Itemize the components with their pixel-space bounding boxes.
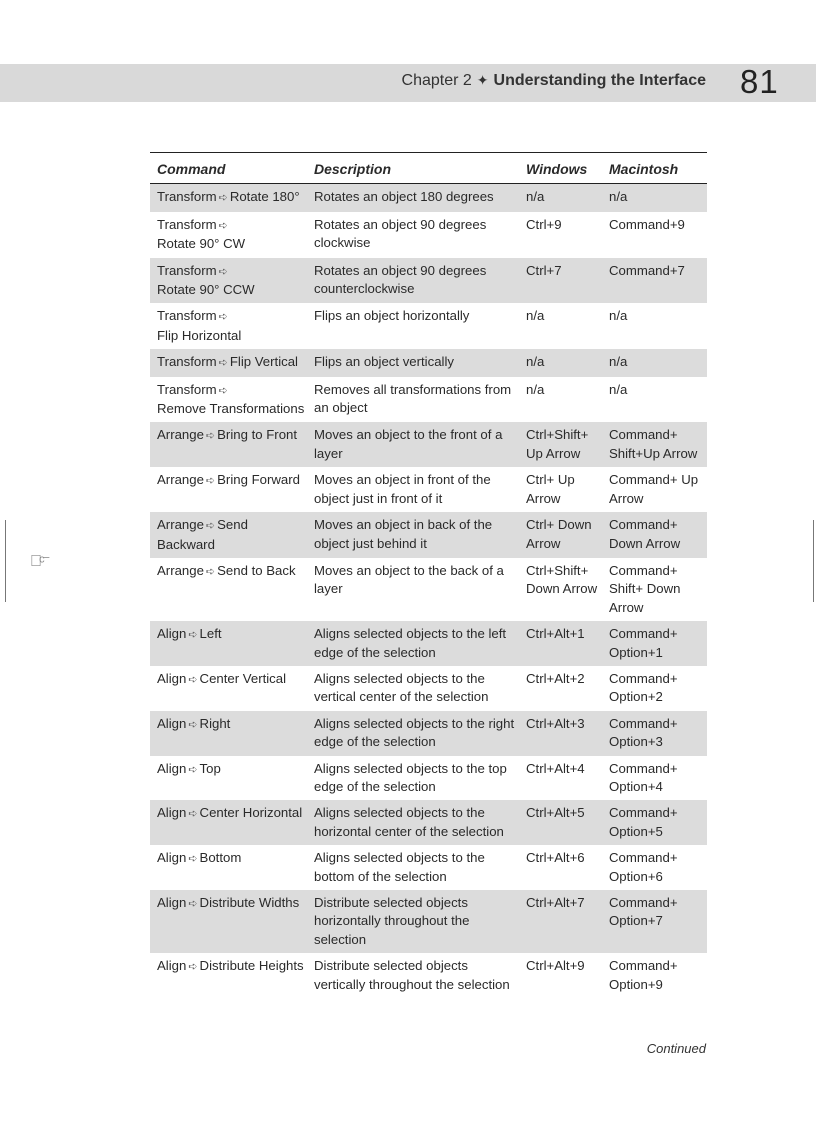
mac-shortcut-cell: Command+ Down Arrow	[602, 512, 707, 558]
menu-arrow-icon: ➪	[218, 357, 228, 370]
menu-item-name: Bring to Front	[217, 427, 298, 443]
crop-mark-icon: ⁻ͨ⁻	[30, 553, 51, 570]
menu-item-name: Right	[199, 715, 231, 731]
description-cell: Flips an object vertically	[307, 349, 519, 376]
windows-shortcut-cell: n/a	[519, 184, 602, 212]
table-row	[150, 258, 707, 304]
description-cell: Aligns selected objects to the vertical center of the selection	[314, 670, 489, 705]
menu-arrow-icon: ➪	[218, 384, 228, 397]
continued-label: Continued	[646, 1041, 706, 1056]
menu-name: Transform	[157, 262, 217, 278]
windows-shortcut-cell: n/a	[519, 349, 602, 376]
menu-arrow-icon: ➪	[188, 629, 198, 642]
description-cell: Rotates an object 90 degrees counterclockwise	[307, 258, 519, 304]
mac-shortcut-cell: Command+ Option+5	[602, 800, 707, 845]
menu-item-name: Bring Forward	[217, 472, 300, 488]
mac-shortcut-cell: Command+ Option+6	[609, 850, 678, 884]
command-cell	[150, 422, 307, 467]
menu-name: Align	[157, 805, 187, 821]
menu-arrow-icon: ➪	[205, 565, 216, 578]
chapter-title: Understanding the Interface	[493, 72, 706, 89]
command-cell	[150, 558, 307, 621]
menu-arrow-icon: ➪	[218, 265, 228, 278]
menu-arrow-icon: ➪	[188, 853, 198, 866]
description-cell: Moves an object in front of the object just in front of it	[314, 472, 491, 506]
windows-shortcut-cell: Ctrl+Alt+2	[526, 670, 585, 686]
menu-arrow-icon: ➪	[188, 808, 198, 821]
windows-shortcut-cell: Ctrl+ Up Arrow	[526, 472, 575, 506]
windows-shortcut-cell: Ctrl+Alt+7	[519, 890, 602, 953]
windows-shortcut-cell: Ctrl+Alt+5	[519, 800, 602, 845]
col-header-command: Command	[150, 153, 307, 184]
menu-name: Arrange	[157, 472, 204, 488]
table-row	[150, 349, 707, 376]
command-cell	[150, 377, 307, 423]
description-cell: Moves an object in back of the object just behind it	[307, 512, 519, 558]
menu-name: Arrange	[157, 427, 204, 443]
menu-name: Transform	[157, 216, 217, 232]
description-cell: Aligns selected objects to the horizontal center of the selection	[307, 800, 519, 845]
menu-item-name: Flip Horizontal	[157, 327, 242, 343]
mac-shortcut-cell: Command+ Shift+Up Arrow	[602, 422, 707, 467]
page-number: 81	[740, 63, 779, 100]
table-row	[150, 953, 707, 998]
description-cell: Flips an object horizontally	[314, 308, 470, 324]
shortcut-table	[150, 152, 707, 998]
menu-arrow-icon: ➪	[218, 192, 228, 205]
windows-shortcut-cell: Ctrl+Alt+6	[526, 850, 585, 866]
table-row	[150, 800, 707, 845]
menu-item-name: Rotate 90° CW	[157, 236, 246, 252]
table-row	[150, 212, 707, 258]
chapter-label: Chapter 2	[401, 72, 472, 89]
mac-shortcut-cell: Command+ Shift+ Down Arrow	[609, 562, 681, 615]
description-cell: Aligns selected objects to the bottom of the selection	[314, 850, 485, 884]
description-cell: Aligns selected objects to the top edge of the selection	[314, 760, 507, 794]
command-cell	[150, 756, 307, 801]
windows-shortcut-cell: Ctrl+Alt+1	[519, 621, 602, 666]
windows-shortcut-cell: Ctrl+Shift+ Up Arrow	[519, 422, 602, 467]
table-row	[150, 422, 707, 467]
header-separator-icon: ✦	[476, 72, 489, 88]
menu-name: Transform	[157, 354, 217, 370]
table-row	[150, 711, 707, 756]
menu-name: Arrange	[157, 517, 204, 533]
description-cell: Moves an object to the front of a layer	[307, 422, 519, 467]
windows-shortcut-cell: Ctrl+Alt+4	[526, 760, 585, 776]
table-row	[150, 558, 707, 621]
menu-name: Align	[157, 895, 187, 910]
menu-arrow-icon: ➪	[188, 898, 198, 910]
command-cell	[150, 212, 307, 258]
menu-item-name: Rotate 180°	[229, 189, 300, 205]
command-cell	[150, 800, 307, 845]
table-row	[150, 184, 707, 212]
right-edge-mark	[813, 520, 814, 602]
menu-name: Align	[157, 958, 187, 974]
command-cell	[150, 845, 307, 890]
menu-name: Arrange	[157, 562, 204, 578]
command-cell	[150, 953, 307, 998]
table-row	[150, 890, 707, 953]
menu-name: Align	[157, 626, 187, 642]
windows-shortcut-cell: Ctrl+9	[526, 216, 562, 232]
menu-item-name: Center Vertical	[199, 670, 287, 686]
command-cell	[150, 184, 307, 212]
menu-arrow-icon: ➪	[218, 311, 228, 324]
menu-name: Align	[157, 760, 187, 776]
menu-item-name: Rotate 90° CCW	[157, 282, 255, 298]
mac-shortcut-cell: Command+ Option+3	[602, 711, 707, 756]
menu-name: Align	[157, 715, 187, 731]
windows-shortcut-cell: Ctrl+Alt+9	[526, 958, 585, 974]
left-edge-mark	[5, 520, 6, 602]
command-cell	[150, 512, 307, 558]
command-cell	[150, 621, 307, 666]
command-cell	[150, 303, 307, 349]
menu-item-name: Remove Transformations	[157, 401, 305, 417]
description-cell: Removes all transformations from an object	[314, 381, 512, 416]
col-header-windows: Windows	[519, 153, 602, 184]
menu-arrow-icon: ➪	[188, 718, 198, 731]
running-header	[402, 72, 706, 90]
menu-item-name: Flip Vertical	[229, 354, 298, 370]
mac-shortcut-cell: Command+9	[609, 216, 685, 232]
description-cell: Rotates an object 90 degrees clockwise	[314, 216, 487, 251]
mac-shortcut-cell: Command+ Option+7	[602, 890, 707, 953]
command-cell	[150, 467, 307, 512]
description-cell: Rotates an object 180 degrees	[307, 184, 519, 212]
mac-shortcut-cell: Command+ Option+1	[602, 621, 707, 666]
menu-arrow-icon: ➪	[205, 430, 216, 443]
table-row	[150, 467, 707, 512]
menu-item-name: Top	[199, 760, 221, 776]
menu-arrow-icon: ➪	[218, 219, 228, 232]
windows-shortcut-cell: Ctrl+Alt+3	[519, 711, 602, 756]
command-cell	[150, 666, 307, 711]
col-header-macintosh: Macintosh	[602, 153, 707, 184]
col-header-description: Description	[307, 153, 519, 184]
table-row	[150, 512, 707, 558]
menu-item-name: Distribute Widths	[199, 895, 300, 910]
mac-shortcut-cell: n/a	[609, 308, 628, 324]
table-row	[150, 756, 707, 801]
description-cell: Distribute selected objects vertically throughout the selection	[314, 958, 510, 992]
table-row	[150, 303, 707, 349]
mac-shortcut-cell: n/a	[609, 381, 628, 397]
windows-shortcut-cell: Ctrl+Shift+ Down Arrow	[526, 562, 598, 597]
table-row	[150, 845, 707, 890]
menu-item-name: Left	[199, 626, 222, 642]
mac-shortcut-cell: Command+ Option+2	[609, 670, 678, 705]
menu-item-name: Distribute Heights	[199, 958, 304, 974]
description-cell: Aligns selected objects to the left edge of the selection	[307, 621, 519, 666]
windows-shortcut-cell: n/a	[526, 381, 545, 397]
menu-arrow-icon: ➪	[188, 673, 198, 686]
menu-name: Transform	[157, 308, 217, 324]
command-cell	[150, 349, 307, 376]
table-row	[150, 377, 707, 423]
command-cell	[150, 258, 307, 304]
command-cell	[150, 890, 307, 953]
mac-shortcut-cell: n/a	[602, 349, 707, 376]
windows-shortcut-cell: Ctrl+7	[519, 258, 602, 304]
menu-arrow-icon: ➪	[205, 520, 216, 533]
table-row	[150, 621, 707, 666]
windows-shortcut-cell: Ctrl+ Down Arrow	[519, 512, 602, 558]
description-cell: Moves an object to the back of a layer	[314, 562, 504, 597]
menu-item-name: Send Backward	[157, 517, 248, 552]
mac-shortcut-cell: Command+7	[602, 258, 707, 304]
mac-shortcut-cell: n/a	[602, 184, 707, 212]
description-cell: Aligns selected objects to the right edge of the selection	[307, 711, 519, 756]
table-row	[150, 666, 707, 711]
menu-arrow-icon: ➪	[188, 763, 198, 776]
menu-item-name: Send to Back	[217, 562, 296, 578]
menu-item-name: Bottom	[199, 850, 242, 866]
menu-name: Transform	[157, 189, 217, 205]
menu-arrow-icon: ➪	[188, 961, 198, 974]
description-cell: Distribute selected objects horizontally throughout the selection	[307, 890, 519, 953]
command-cell	[150, 711, 307, 756]
menu-name: Align	[157, 670, 187, 686]
menu-arrow-icon: ➪	[205, 475, 216, 488]
table-header-row	[150, 153, 707, 184]
mac-shortcut-cell: Command+ Up Arrow	[609, 472, 699, 506]
menu-name: Transform	[157, 381, 217, 397]
mac-shortcut-cell: Command+ Option+9	[609, 958, 678, 992]
mac-shortcut-cell: Command+ Option+4	[609, 760, 678, 794]
windows-shortcut-cell: n/a	[526, 308, 545, 324]
menu-item-name: Center Horizontal	[199, 805, 303, 821]
menu-name: Align	[157, 850, 187, 866]
